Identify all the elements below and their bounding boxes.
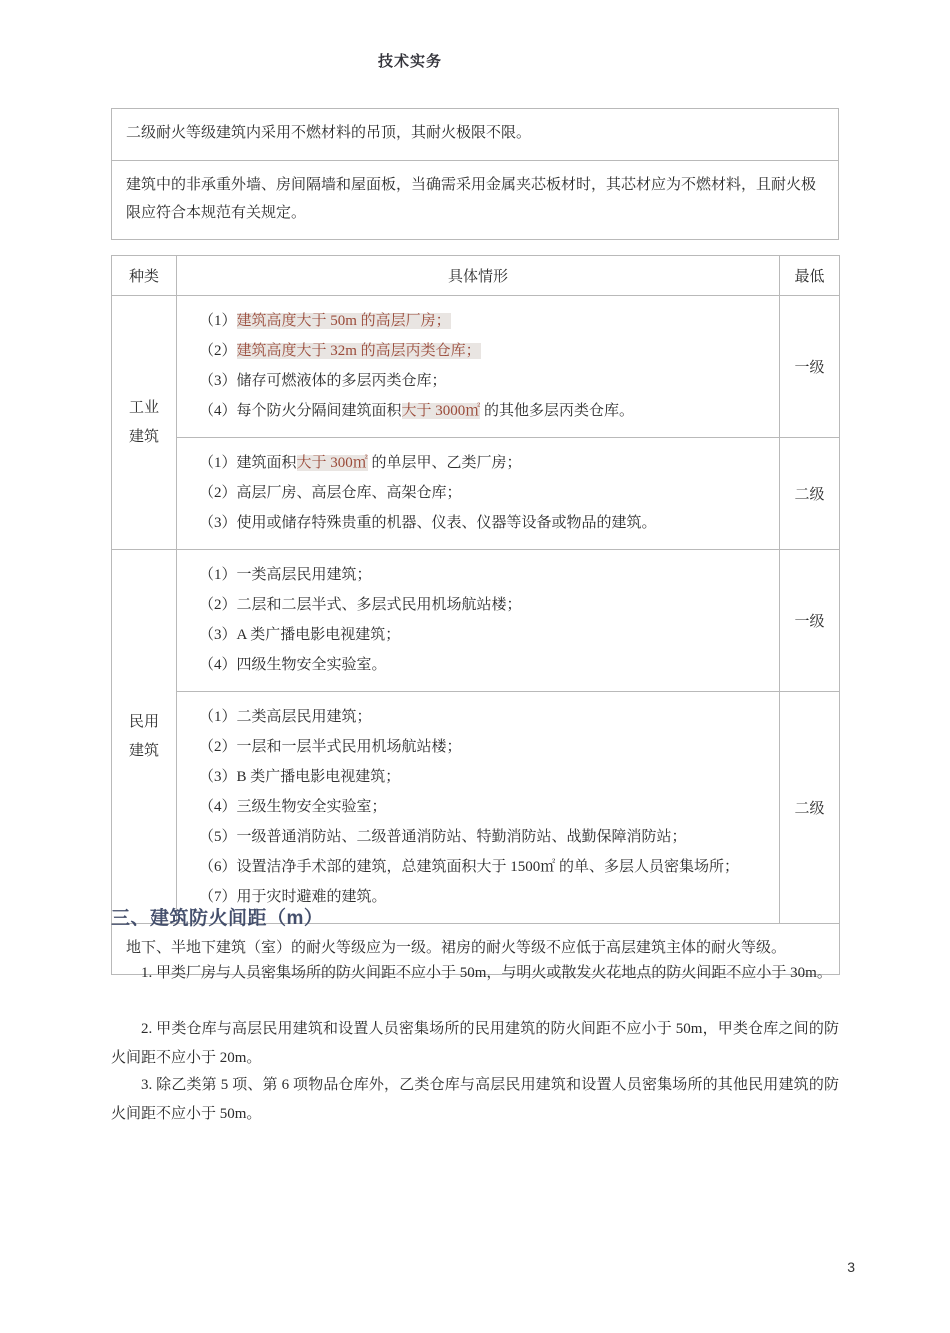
condition-item-number: （4） [199,657,237,673]
condition-item-text: 一类高层民用建筑； [236,567,372,583]
condition-item-number: （2） [199,597,237,613]
condition-item-number: （1） [199,709,237,725]
condition-item [199,478,765,508]
condition-item-number: （2） [199,485,237,501]
condition-item-text: 高层厂房、高层仓库、高架仓库； [236,485,462,501]
building-kind-line-2: 建筑 [128,742,159,759]
condition-item-number: （6） [199,859,237,875]
condition-item-number: （4） [199,799,237,815]
cell-specific-conditions [177,296,780,438]
condition-item-text: A 类广播电影电视建筑； [236,627,401,643]
condition-item-text: 每个防火分隔间建筑面积 [236,403,402,419]
condition-item [199,792,765,822]
page-number: 3 [847,1259,855,1275]
table-row [112,296,840,438]
condition-item-text: 使用或储存特殊贵重的机器、仪表、仪器等设备或物品的建筑。 [236,515,657,531]
condition-item-number: （3） [199,769,237,785]
condition-item-number: （2） [199,343,237,359]
condition-item-number: （1） [199,313,237,329]
condition-item [199,508,765,538]
condition-item-number: （1） [199,455,237,471]
condition-item-text: B 类广播电影电视建筑； [236,769,401,785]
note-row-2-cell: 建筑中的非承重外墙、房间隔墙和屋面板，当确需采用金属夹芯板材时，其芯材应为不燃材料，且耐火极限应符合本规范有关规定。 [112,160,839,240]
note-box-table [111,108,839,240]
condition-item [199,762,765,792]
condition-item-text: 一层和一层半式民用机场航站楼； [236,739,462,755]
condition-item-number: （4） [199,403,237,419]
condition-item [199,650,765,680]
condition-item-text: 一级普通消防站、二级普通消防站、特勤消防站、战勤保障消防站； [236,829,687,845]
condition-item [199,822,765,852]
paragraph-1: 1. 甲类厂房与人员密集场所的防火间距不应小于 50m，与明火或散发火花地点的防火间距不应小于 30m。 [141,965,832,981]
highlighted-text: 建筑高度大于 32m 的高层丙类仓库； [236,343,481,359]
cell-minimum-level: 一级 [780,296,840,438]
condition-item [199,336,765,366]
column-header-level: 最低 [780,256,840,296]
condition-item [199,590,765,620]
condition-item [199,620,765,650]
table-header-row [112,256,840,296]
cell-specific-conditions [177,550,780,692]
building-kind-line-1: 工业 [128,400,159,416]
paragraph-3: 3. 除乙类第 5 项、第 6 项物品仓库外，乙类仓库与高层民用建筑和设置人员密集场所的其他民用建筑的防火间距不应小于 50m。 [111,1077,839,1123]
condition-item [199,702,765,732]
table-row [112,109,839,161]
condition-item-number: （3） [199,627,237,643]
condition-item-text: 储存可燃液体的多层丙类仓库； [236,373,447,389]
paragraph-2: 2. 甲类仓库与高层民用建筑和设置人员密集场所的民用建筑的防火间距不应小于 50m，甲类仓库之间的防火间距不应小于 20m。 [111,1021,839,1067]
section-heading: 三、建筑防火间距（m） [111,908,324,929]
condition-item [199,396,765,426]
highlighted-text: 大于 3000㎡ [401,403,481,419]
column-header-detail: 具体情形 [177,256,780,296]
cell-minimum-level: 二级 [780,438,840,550]
cell-specific-conditions [177,438,780,550]
condition-item [199,366,765,396]
condition-item-number: （2） [199,739,237,755]
condition-item-text: 四级生物安全实验室。 [236,657,387,673]
condition-item-number: （5） [199,829,237,845]
condition-item-number: （7） [199,889,237,905]
condition-item [199,852,765,882]
table-row [112,692,840,924]
column-header-kind: 种类 [112,256,177,296]
condition-item-text: 设置洁净手术部的建筑，总建筑面积大于 1500㎡ 的单、多层人员密集场所； [236,859,740,875]
fire-resistance-classification-table [111,255,840,975]
condition-item-text: 的单层甲、乙类厂房； [367,455,522,471]
table-row [112,550,840,692]
cell-minimum-level: 二级 [780,692,840,924]
table-row [112,160,839,240]
condition-item [199,732,765,762]
condition-item-text: 三级生物安全实验室； [236,799,387,815]
cell-minimum-level: 一级 [780,550,840,692]
classification-table-head [112,256,840,296]
condition-item-text: 的其他多层丙类仓库。 [480,403,635,419]
cell-building-kind [112,296,177,550]
building-kind-line-1: 民用 [128,714,159,730]
note-box-body [112,109,839,240]
cell-building-kind [112,550,177,924]
cell-table-footnote: 地下、半地下建筑（室）的耐火等级应为一级。裙房的耐火等级不应低于高层建筑主体的耐火等级。 [112,924,840,975]
condition-item-text: 用于灾时避难的建筑。 [236,889,387,905]
condition-item [199,306,765,336]
condition-item [199,560,765,590]
condition-item-number: （3） [199,373,237,389]
condition-item-text: 建筑面积 [236,455,297,471]
table-row [112,438,840,550]
condition-item-text: 二类高层民用建筑； [236,709,372,725]
building-kind-line-2: 建筑 [128,428,159,445]
classification-table-body [112,296,840,975]
condition-item-number: （3） [199,515,237,531]
cell-specific-conditions [177,692,780,924]
condition-item [199,448,765,478]
condition-item-text: 二层和二层半式、多层式民用机场航站楼； [236,597,522,613]
document-running-header: 技术实务 [377,53,442,70]
condition-item-number: （1） [199,567,237,583]
highlighted-text: 建筑高度大于 50m 的高层厂房； [236,313,451,329]
note-row-1-cell: 二级耐火等级建筑内采用不燃材料的吊顶，其耐火极限不限。 [112,109,839,161]
highlighted-text: 大于 300㎡ [296,455,368,471]
